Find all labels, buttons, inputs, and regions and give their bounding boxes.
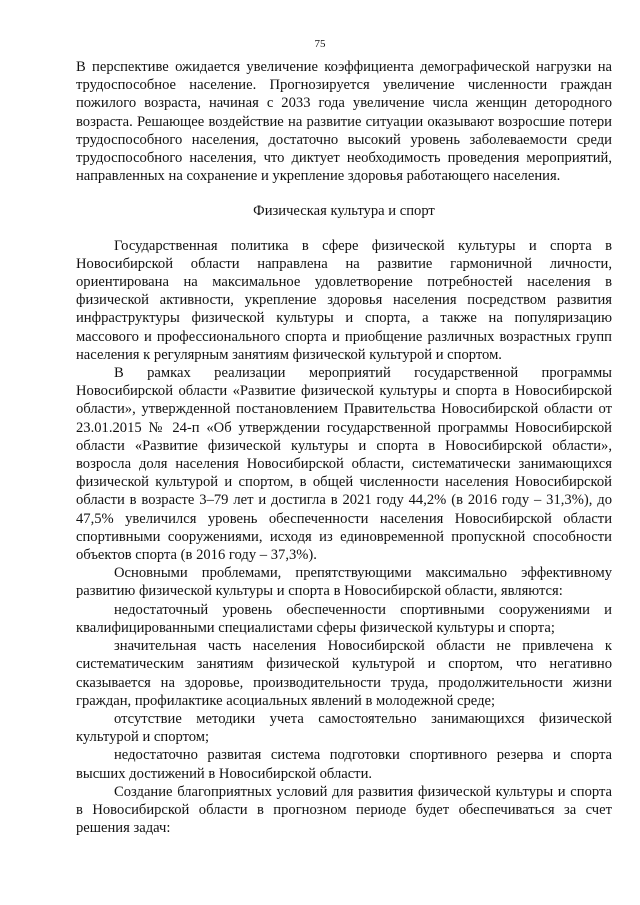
paragraph-tasks-intro: Создание благоприятных условий для развития физической культуры и спорта в Новосибирской области в прогнозном периоде будет обеспечиваться за счет решения задач: bbox=[76, 783, 612, 837]
list-item-problem-3: отсутствие методики учета самостоятельно занимающихся физической культурой и спортом; bbox=[76, 710, 612, 746]
list-item-problem-4: недостаточно развитая система подготовки спортивного резерва и спорта высших достижений в Новосибирской области. bbox=[76, 747, 612, 782]
section-title: Физическая культура и спорт bbox=[253, 203, 435, 220]
paragraph-policy: Государственная политика в сфере физической культуры и спорта в Новосибирской области направлена на развитие гармоничной личности, ориентирована на максимальное удовлетворение потребностей населения в физической активности, укрепление здоровья населения посредством развития инфраструктуры физической культуры и спорта, а также на популяризацию массового и профессионального спорта и приобщение различных возрастных групп населения к регулярным занятиям физической культурой и спортом. bbox=[76, 237, 612, 363]
paragraph-problems-intro: Основными проблемами, препятствующими максимально эффективному развитию физической культуры и спорта в Новосибирской области, являются: bbox=[76, 565, 612, 600]
list-item-problem-1: недостаточный уровень обеспеченности спортивными сооружениями и квалифицированными специалистами сферы физической культуры и спорта; bbox=[76, 601, 612, 636]
intro-paragraph: В перспективе ожидается увеличение коэффициента демографической нагрузки на трудоспособное население. Прогнозируется увеличение численности граждан пожилого возраста, начиная с 2033 года увеличение числа женщин детородного возраста. Решающее воздействие на развитие ситуации оказывают возросшие потери трудоспособного населения, достаточно высокий уровень заболеваемости среди трудоспособного населения, что диктует необходимость проведения мероприятий, направленных на сохранение и укрепление здоровья работающего населения. bbox=[76, 59, 612, 185]
paragraph-program-results: В рамках реализации мероприятий государственной программы Новосибирской области «Развитие физической культуры и спорта в Новосибирской области», утвержденной постановлением Правительства Новосибирской области от 23.01.2015 № 24-п «Об утверждении государственной программы Новосибирской области «Развитие физической культуры и спорта в Новосибирской области», возросла доля населения Новосибирской области, систематически занимающихся физической культурой и спортом, в общей численности населения Новосибирской области в возрасте 3–79 лет и достигла в 2021 году 44,2% (в 2016 году – 31,3%), до 47,5% увеличился уровень обеспеченности населения Новосибирской области спортивными сооружениями, исходя из единовременной пропускной способности объектов спорта (в 2016 году – 37,3%). bbox=[76, 365, 612, 564]
list-item-problem-2: значительная часть населения Новосибирской области не привлечена к систематическим занятиям физической культурой и спортом, что негативно сказывается на здоровье, производительности труда, продолжительности жизни граждан, профилактике асоциальных явлений в молодежной среде; bbox=[76, 638, 612, 709]
page-content bbox=[76, 58, 612, 837]
page-number: 75 bbox=[314, 38, 326, 50]
